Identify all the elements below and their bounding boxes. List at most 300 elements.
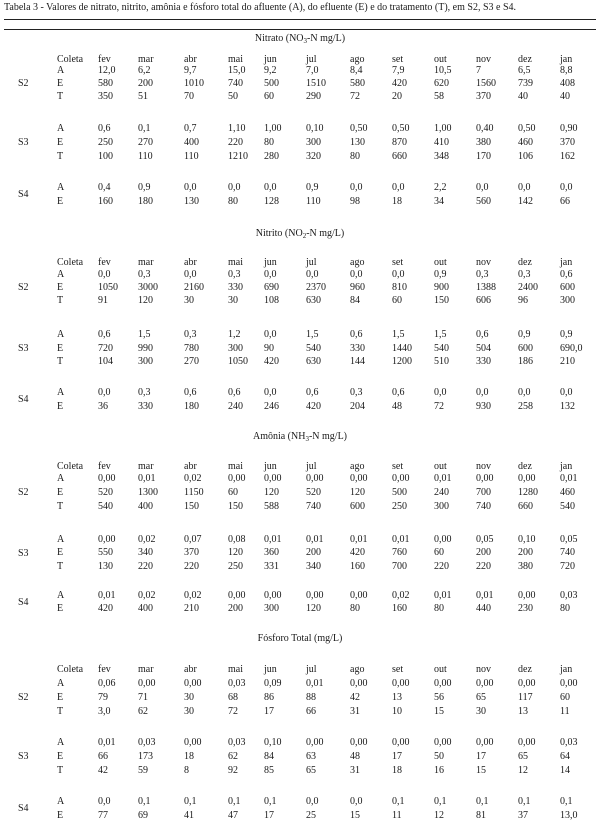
site-label: S2 <box>18 487 29 498</box>
table-cell: 132 <box>560 401 575 412</box>
site-label: S2 <box>18 282 29 293</box>
table-cell: 200 <box>228 603 243 614</box>
column-header-month: jun <box>264 54 277 65</box>
table-cell: 0,00 <box>350 473 368 484</box>
table-cell: 560 <box>476 196 491 207</box>
table-cell: 80 <box>434 603 444 614</box>
table-cell: 300 <box>228 343 243 354</box>
table-cell: 60 <box>228 487 238 498</box>
table-cell: 330 <box>350 343 365 354</box>
table-cell: 1010 <box>184 78 204 89</box>
table-cell: 72 <box>434 401 444 412</box>
table-cell: 331 <box>264 561 279 572</box>
table-cell: 9,2 <box>264 65 277 76</box>
table-cell: 270 <box>138 137 153 148</box>
table-cell: 1388 <box>476 282 496 293</box>
section-title-sub: 2 <box>302 232 307 240</box>
table-cell: 540 <box>434 343 449 354</box>
table-cell: 330 <box>138 401 153 412</box>
table-cell: 50 <box>434 751 444 762</box>
table-cell: 56 <box>434 692 444 703</box>
site-label: S4 <box>18 394 29 405</box>
table-cell: 150 <box>184 501 199 512</box>
table-cell: 0,6 <box>476 329 489 340</box>
table-cell: 80 <box>264 137 274 148</box>
table-cell: 110 <box>184 151 199 162</box>
table-cell: 350 <box>98 91 113 102</box>
table-cell: 210 <box>560 356 575 367</box>
column-header-month: jun <box>264 664 277 675</box>
table-cell: 0,00 <box>138 678 156 689</box>
column-header-month: out <box>434 664 447 675</box>
table-cell: 31 <box>350 765 360 776</box>
table-cell: 588 <box>264 501 279 512</box>
table-cell: 86 <box>264 692 274 703</box>
table-cell: 408 <box>560 78 575 89</box>
table-cell: 0,0 <box>350 269 363 280</box>
table-cell: 0,03 <box>228 737 246 748</box>
table-cell: 0,01 <box>434 473 452 484</box>
column-header-month: set <box>392 257 404 268</box>
table-cell: 117 <box>518 692 533 703</box>
table-cell: 500 <box>392 487 407 498</box>
column-header-month: mai <box>228 461 243 472</box>
table-cell: 65 <box>306 765 316 776</box>
column-header-month: nov <box>476 54 491 65</box>
table-cell: 410 <box>434 137 449 148</box>
table-cell: 64 <box>560 751 570 762</box>
column-header-month: dez <box>518 664 532 675</box>
table-cell: 0,00 <box>98 473 116 484</box>
column-header-month: abr <box>184 664 197 675</box>
table-cell: 80 <box>350 603 360 614</box>
section-title-main: Amônia (NH <box>252 431 306 442</box>
table-cell: 0,0 <box>392 182 405 193</box>
table-cell: 1510 <box>306 78 326 89</box>
table-cell: 0,00 <box>392 473 410 484</box>
table-cell: 290 <box>306 91 321 102</box>
column-header-coleta: Coleta <box>57 461 84 472</box>
table-cell: 0,1 <box>184 796 197 807</box>
table-cell: 0,00 <box>98 534 116 545</box>
table-cell: 48 <box>350 751 360 762</box>
table-cell: 0,0 <box>350 796 363 807</box>
table-cell: 0,03 <box>228 678 246 689</box>
column-header-month: fev <box>98 54 111 65</box>
table-cell: 0,1 <box>392 796 405 807</box>
table-cell: 0,0 <box>184 269 197 280</box>
column-header-month: jul <box>306 664 317 675</box>
table-cell: 0,3 <box>184 329 197 340</box>
table-cell: 760 <box>392 547 407 558</box>
row-label: E <box>57 343 64 354</box>
table-cell: 12,0 <box>98 65 116 76</box>
table-cell: 660 <box>518 501 533 512</box>
table-cell: 1,2 <box>228 329 241 340</box>
table-cell: 630 <box>306 295 321 306</box>
table-cell: 170 <box>476 151 491 162</box>
table-cell: 990 <box>138 343 153 354</box>
site-label: S4 <box>18 803 29 814</box>
table-cell: 1,10 <box>228 123 246 134</box>
table-cell: 510 <box>434 356 449 367</box>
table-cell: 1050 <box>228 356 248 367</box>
row-label: T <box>57 91 64 102</box>
table-cell: 0,0 <box>98 269 111 280</box>
table-cell: 0,50 <box>350 123 368 134</box>
table-cell: 0,3 <box>138 269 151 280</box>
table-cell: 0,0 <box>518 182 531 193</box>
table-cell: 0,1 <box>264 796 277 807</box>
table-cell: 80 <box>560 603 570 614</box>
table-cell: 0,00 <box>518 737 536 748</box>
table-cell: 0,9 <box>306 182 319 193</box>
column-header-month: nov <box>476 257 491 268</box>
table-cell: 0,0 <box>264 387 277 398</box>
table-cell: 0,9 <box>518 329 531 340</box>
table-cell: 6,2 <box>138 65 151 76</box>
table-cell: 360 <box>264 547 279 558</box>
row-label: E <box>57 692 64 703</box>
table-cell: 0,3 <box>138 387 151 398</box>
section-title-rest: -N mg/L) <box>308 431 348 442</box>
column-header-month: dez <box>518 461 532 472</box>
table-cell: 0,1 <box>560 796 573 807</box>
table-cell: 0,00 <box>392 737 410 748</box>
table-cell: 0,00 <box>518 678 536 689</box>
table-cell: 63 <box>306 751 316 762</box>
table-cell: 60 <box>264 91 274 102</box>
table-cell: 380 <box>476 137 491 148</box>
table-cell: 370 <box>560 137 575 148</box>
table-cell: 0,00 <box>184 737 202 748</box>
row-label: E <box>57 487 64 498</box>
column-header-coleta: Coleta <box>57 54 84 65</box>
table-cell: 0,03 <box>138 737 156 748</box>
column-header-month: fev <box>98 664 111 675</box>
table-cell: 0,00 <box>264 473 282 484</box>
table-cell: 1300 <box>138 487 158 498</box>
table-cell: 0,1 <box>476 796 489 807</box>
table-cell: 0,0 <box>98 387 111 398</box>
table-cell: 15 <box>350 810 360 821</box>
column-header-month: out <box>434 461 447 472</box>
table-cell: 13 <box>392 692 402 703</box>
table-cell: 0,3 <box>518 269 531 280</box>
table-cell: 0,0 <box>476 387 489 398</box>
table-cell: 120 <box>264 487 279 498</box>
table-cell: 0,01 <box>138 473 156 484</box>
table-cell: 65 <box>476 692 486 703</box>
table-cell: 0,3 <box>350 387 363 398</box>
table-cell: 240 <box>434 487 449 498</box>
table-cell: 0,50 <box>392 123 410 134</box>
column-header-month: set <box>392 461 404 472</box>
table-cell: 330 <box>476 356 491 367</box>
site-label: S3 <box>18 137 29 148</box>
table-cell: 41 <box>184 810 194 821</box>
table-cell: 660 <box>392 151 407 162</box>
table-cell: 120 <box>138 295 153 306</box>
table-cell: 80 <box>228 196 238 207</box>
row-label: A <box>57 182 65 193</box>
table-caption: Tabela 3 - Valores de nitrato, nitrito, amônia e fósforo total do afluente (A), do efluente (E) e do tratamento (T), em S2, S3 e S4. <box>4 2 517 13</box>
table-cell: 58 <box>434 91 444 102</box>
table-cell: 340 <box>138 547 153 558</box>
section-title <box>4 634 596 644</box>
table-cell: 30 <box>228 295 238 306</box>
column-header-month: fev <box>98 257 111 268</box>
table-cell: 120 <box>228 547 243 558</box>
table-cell: 15 <box>476 765 486 776</box>
table-cell: 460 <box>560 487 575 498</box>
table-cell: 0,6 <box>98 329 111 340</box>
table-cell: 740 <box>476 501 491 512</box>
table-cell: 740 <box>306 501 321 512</box>
section-title-rest: -N mg/L) <box>307 33 346 44</box>
table-cell: 930 <box>476 401 491 412</box>
table-cell: 85 <box>264 765 274 776</box>
table-cell: 0,0 <box>392 269 405 280</box>
column-header-month: abr <box>184 257 197 268</box>
table-cell: 0,01 <box>306 534 324 545</box>
table-cell: 31 <box>350 706 360 717</box>
table-cell: 0,02 <box>138 590 156 601</box>
table-cell: 90 <box>264 343 274 354</box>
table-cell: 25 <box>306 810 316 821</box>
table-cell: 13,0 <box>560 810 578 821</box>
column-header-coleta: Coleta <box>57 664 84 675</box>
table-cell: 420 <box>98 603 113 614</box>
table-cell: 66 <box>560 196 570 207</box>
table-cell: 173 <box>138 751 153 762</box>
table-cell: 0,00 <box>434 737 452 748</box>
table-cell: 0,00 <box>184 678 202 689</box>
table-cell: 0,7 <box>184 123 197 134</box>
table-cell: 0,9 <box>434 269 447 280</box>
table-cell: 11 <box>560 706 570 717</box>
table-cell: 36 <box>98 401 108 412</box>
table-cell: 600 <box>350 501 365 512</box>
column-header-month: out <box>434 257 447 268</box>
table-cell: 48 <box>392 401 402 412</box>
table-cell: 0,00 <box>350 590 368 601</box>
section-title-rest: -N mg/L) <box>306 228 345 239</box>
table-cell: 0,00 <box>228 473 246 484</box>
table-cell: 0,01 <box>98 737 116 748</box>
table-cell: 66 <box>98 751 108 762</box>
table-cell: 65 <box>518 751 528 762</box>
table-cell: 6,5 <box>518 65 531 76</box>
table-cell: 0,00 <box>476 678 494 689</box>
table-cell: 620 <box>434 78 449 89</box>
column-header-month: mai <box>228 54 243 65</box>
table-cell: 0,0 <box>434 387 447 398</box>
row-label: E <box>57 78 64 89</box>
column-header-month: abr <box>184 461 197 472</box>
table-cell: 1,5 <box>138 329 151 340</box>
table-cell: 200 <box>138 78 153 89</box>
table-cell: 0,01 <box>98 590 116 601</box>
site-label: S3 <box>18 547 29 559</box>
table-cell: 0,02 <box>138 534 156 545</box>
table-cell: 230 <box>518 603 533 614</box>
table-cell: 0,01 <box>264 534 282 545</box>
table-cell: 0,0 <box>560 182 573 193</box>
row-label: T <box>57 151 64 162</box>
table-cell: 370 <box>476 91 491 102</box>
table-cell: 0,0 <box>518 387 531 398</box>
table-cell: 420 <box>264 356 279 367</box>
table-cell: 144 <box>350 356 365 367</box>
table-cell: 12 <box>518 765 528 776</box>
row-label: T <box>57 295 64 306</box>
table-cell: 160 <box>392 603 407 614</box>
table-cell: 0,0 <box>184 182 197 193</box>
table-cell: 0,00 <box>518 590 536 601</box>
table-cell: 720 <box>98 343 113 354</box>
table-cell: 15,0 <box>228 65 246 76</box>
table-cell: 600 <box>518 343 533 354</box>
table-cell: 130 <box>184 196 199 207</box>
table-cell: 62 <box>228 751 238 762</box>
table-cell: 1050 <box>98 282 118 293</box>
table-cell: 250 <box>392 501 407 512</box>
table-cell: 0,01 <box>392 534 410 545</box>
table-cell: 330 <box>228 282 243 293</box>
table-cell: 160 <box>350 561 365 572</box>
table-cell: 0,10 <box>306 123 324 134</box>
table-cell: 690 <box>264 282 279 293</box>
table-cell: 1210 <box>228 151 248 162</box>
table-cell: 10,5 <box>434 65 452 76</box>
section-title <box>4 229 596 239</box>
table-cell: 0,00 <box>434 678 452 689</box>
column-header-month: dez <box>518 257 532 268</box>
table-cell: 1,5 <box>306 329 319 340</box>
table-cell: 220 <box>228 137 243 148</box>
column-header-month: mar <box>138 461 154 472</box>
row-label: A <box>57 737 65 748</box>
table-cell: 0,1 <box>434 796 447 807</box>
table-cell: 69 <box>138 810 148 821</box>
table-cell: 0,09 <box>264 678 282 689</box>
table-cell: 91 <box>98 295 108 306</box>
table-cell: 20 <box>392 91 402 102</box>
table-cell: 0,01 <box>306 678 324 689</box>
table-cell: 0,00 <box>350 678 368 689</box>
table-cell: 130 <box>350 137 365 148</box>
row-label: A <box>57 387 65 398</box>
table-cell: 10 <box>392 706 402 717</box>
row-label: E <box>57 751 64 762</box>
table-cell: 1560 <box>476 78 496 89</box>
table-cell: 60 <box>560 692 570 703</box>
table-cell: 7,9 <box>392 65 405 76</box>
table-cell: 72 <box>228 706 238 717</box>
table-rule <box>4 19 596 20</box>
table-cell: 17 <box>392 751 402 762</box>
row-label: T <box>57 356 64 367</box>
table-cell: 0,01 <box>476 590 494 601</box>
table-cell: 13 <box>518 706 528 717</box>
table-cell: 30 <box>184 706 194 717</box>
table-cell: 11 <box>392 810 402 821</box>
column-header-month: jan <box>560 54 573 65</box>
table-cell: 700 <box>476 487 491 498</box>
table-cell: 0,1 <box>138 796 151 807</box>
table-cell: 250 <box>228 561 243 572</box>
table-cell: 0,02 <box>184 590 202 601</box>
row-label: A <box>57 329 65 340</box>
column-header-month: jun <box>264 461 277 472</box>
row-label: A <box>57 796 65 807</box>
table-cell: 60 <box>392 295 402 306</box>
table-cell: 0,6 <box>392 387 405 398</box>
section-title-main: Nitrito (NO <box>255 228 303 239</box>
table-cell: 120 <box>306 603 321 614</box>
section-title-main: Fósforo Total (mg/L) <box>257 633 343 644</box>
table-cell: 0,02 <box>392 590 410 601</box>
table-cell: 400 <box>138 501 153 512</box>
table-cell: 370 <box>184 547 199 558</box>
table-cell: 0,00 <box>306 590 324 601</box>
table-cell: 60 <box>434 547 444 558</box>
table-cell: 70 <box>184 91 194 102</box>
table-cell: 180 <box>138 196 153 207</box>
table-cell: 18 <box>392 765 402 776</box>
table-cell: 0,6 <box>228 387 241 398</box>
table-cell: 186 <box>518 356 533 367</box>
table-cell: 2400 <box>518 282 538 293</box>
column-header-month: ago <box>350 257 365 268</box>
row-label: E <box>57 603 64 614</box>
table-cell: 0,00 <box>306 473 324 484</box>
table-cell: 142 <box>518 196 533 207</box>
table-cell: 77 <box>98 810 108 821</box>
table-cell: 740 <box>560 547 575 558</box>
table-cell: 1,5 <box>434 329 447 340</box>
section-title-sub: 3 <box>305 435 309 443</box>
table-cell: 780 <box>184 343 199 354</box>
table-cell: 8,8 <box>560 65 573 76</box>
table-cell: 600 <box>560 282 575 293</box>
table-cell: 258 <box>518 401 533 412</box>
table-cell: 0,3 <box>228 269 241 280</box>
table-cell: 630 <box>306 356 321 367</box>
table-cell: 520 <box>98 487 113 498</box>
table-cell: 740 <box>228 78 243 89</box>
table-cell: 246 <box>264 401 279 412</box>
table-cell: 960 <box>350 282 365 293</box>
table-cell: 0,40 <box>476 123 494 134</box>
table-cell: 320 <box>306 151 321 162</box>
table-cell: 62 <box>138 706 148 717</box>
column-header-month: abr <box>184 54 197 65</box>
table-cell: 870 <box>392 137 407 148</box>
table-cell: 0,00 <box>392 678 410 689</box>
table-cell: 0,10 <box>518 534 536 545</box>
table-cell: 59 <box>138 765 148 776</box>
table-cell: 14 <box>560 765 570 776</box>
table-cell: 0,01 <box>350 534 368 545</box>
table-cell: 71 <box>138 692 148 703</box>
row-label: A <box>57 590 65 601</box>
table-cell: 1,5 <box>392 329 405 340</box>
table-cell: 1150 <box>184 487 204 498</box>
table-cell: 17 <box>264 706 274 717</box>
table-cell: 0,06 <box>98 678 116 689</box>
